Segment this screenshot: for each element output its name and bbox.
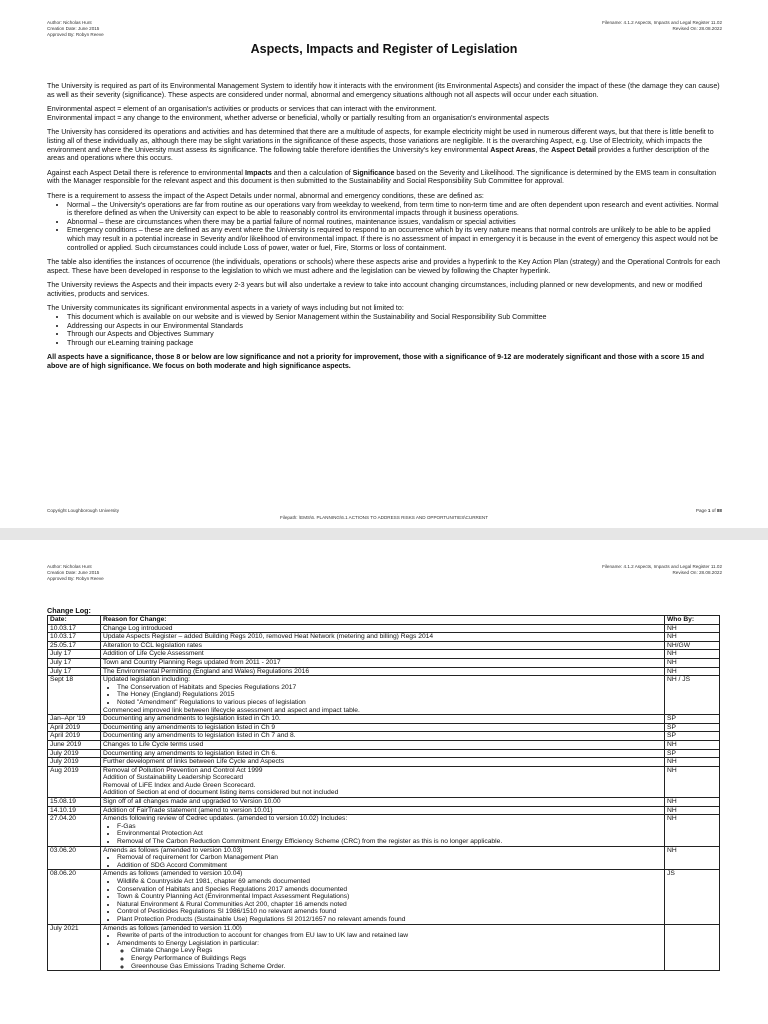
approved-by-line: Approved By: Robyn Reeve <box>47 576 104 581</box>
list-item: ◦ Greenhouse Gas Emissions Trading Scheme Order. <box>131 963 662 971</box>
filename-line: Filename: 4.1.2 Aspects, Impacts and Legal Register 11.02 <box>602 564 722 569</box>
table-row <box>48 650 720 659</box>
reason-bullets <box>103 878 662 924</box>
cell-who: NH <box>665 658 720 667</box>
list-item: • Noted "Amendment" Regulations to various pieces of legislation <box>117 699 662 707</box>
page-2 <box>0 540 768 1024</box>
list-item: • Through our eLearning training package <box>67 339 721 348</box>
cell-who: NH <box>665 806 720 815</box>
cell-who: NH <box>665 798 720 807</box>
cell-reason <box>101 846 665 870</box>
cell-who: NH <box>665 667 720 676</box>
table-row <box>48 806 720 815</box>
reason-line: Change Log introduced <box>103 624 173 632</box>
cell-who: JS <box>665 870 720 924</box>
cell-date: Sept 18 <box>48 676 101 715</box>
author-line: Author: Nicholas Hunt <box>47 564 92 569</box>
list-item: • Amendments to Energy Legislation in particular: ◦ Climate Change Levy Regs ◦ Energy Performance of Buildings Regs ◦ Greenhouse Gas Emissions Trading Scheme Order. <box>117 940 662 970</box>
table-row <box>48 815 720 846</box>
cell-who: SP <box>665 749 720 758</box>
reason-line: Amends as follows (amended to version 11.00) <box>103 924 242 932</box>
table-row <box>48 676 720 715</box>
changelog-title: Change Log: <box>47 606 91 615</box>
list-item: • Addressing our Aspects in our Environmental Standards <box>67 322 721 331</box>
cell-who: NH <box>665 650 720 659</box>
reason-bullets <box>103 932 662 970</box>
cell-reason <box>101 667 665 676</box>
page-separator <box>0 528 768 540</box>
cell-date: Aug 2019 <box>48 766 101 797</box>
cell-date: 10.03.17 <box>48 633 101 642</box>
table-row <box>48 667 720 676</box>
reason-bullets <box>103 823 662 846</box>
cell-date: July 2019 <box>48 749 101 758</box>
cell-date: 15.08.19 <box>48 798 101 807</box>
intro-paragraph: The University is required as part of its Environmental Management System to identify how it interacts with the environment (its Environmental Aspects) and consider the impact of these (the damage they can cause) as well as their severity (significance). These aspects are considered under normal, abnormal and emergency situations although not all aspects will occur under each situation. <box>47 82 720 99</box>
list-item: • Removal of requirement for Carbon Management Plan <box>117 854 662 862</box>
cell-date: April 2019 <box>48 723 101 732</box>
communication-list <box>47 313 721 347</box>
cell-who: NH <box>665 758 720 767</box>
changelog-table <box>47 615 720 971</box>
list-item: • This document which is available on our website and is viewed by Senior Management within the Sustainability and Social Responsibility Sub Committee <box>67 313 721 322</box>
cell-who: NH <box>665 624 720 633</box>
cell-reason <box>101 749 665 758</box>
cell-reason <box>101 641 665 650</box>
reason-line: Amends as follows (amended to version 10.03) <box>103 846 243 854</box>
column-header-who: Who By: <box>665 616 720 625</box>
table-row <box>48 870 720 924</box>
reason-line: Documenting any amendments to legislation listed in Ch 9 <box>103 723 276 731</box>
table-row <box>48 749 720 758</box>
list-item: ◦ Energy Performance of Buildings Regs <box>131 955 662 963</box>
reason-line: Amends as follows (amended to version 10.04) <box>103 870 243 878</box>
cell-reason <box>101 924 665 971</box>
cell-reason <box>101 766 665 797</box>
cell-date: 14.10.19 <box>48 806 101 815</box>
list-item: • Emergency conditions – these are defined as any event where the University is required to respond to an occurrence which by its very nature means that normal controls are unlikely to be able to be applied which may result in a potential increase in Severity and/or likelihood of environmental impact. If there is no assessment of impact in emergency it is because in the event of emergency this aspect would not be controlled or applied. Such circumstances could include Loss of power, water or fuel, Fire, Storms or loss of containment. <box>67 226 721 252</box>
table-row <box>48 740 720 749</box>
list-item: • Wildlife & Countryside Act 1981, chapter 69 amends documented <box>117 878 662 886</box>
reason-line: Update Aspects Register – added Building Regs 2010, removed Heat Network (metering and billing) Regs 2014 <box>103 633 434 641</box>
footer-filepath: Filepath: \EMS\6. PLANNING\6.1 ACTIONS TO ADDRESS RISKS AND OPPORTUNITIES\CURRENT <box>279 515 489 520</box>
cell-date: 25.05.17 <box>48 641 101 650</box>
reason-line: Addition of Section at end of document listing items considered but not included <box>103 789 339 797</box>
cell-date: Jan–Apr '19 <box>48 715 101 724</box>
document-body <box>47 82 721 377</box>
table-row <box>48 758 720 767</box>
list-item: • Natural Environment & Rural Communities Act 200, chapter 16 amends noted <box>117 901 662 909</box>
table-row <box>48 624 720 633</box>
cell-date: April 2019 <box>48 732 101 741</box>
cell-reason <box>101 758 665 767</box>
cell-who <box>665 924 720 971</box>
cell-reason <box>101 798 665 807</box>
reason-line: Amends following review of Cedrec updates. (amended to version 10.02) Includes: <box>103 815 348 823</box>
table-row <box>48 715 720 724</box>
review-paragraph: The University reviews the Aspects and their impacts every 2-3 years but will also undertake a review to take into account changing circumstances, including planned or new developments, and new or modified activities, products and services. <box>47 281 703 298</box>
approved-by-line: Approved By: Robyn Reeve <box>47 32 104 37</box>
changelog-rows <box>48 624 720 971</box>
reason-line: Changes to Life Cycle terms used <box>103 740 204 748</box>
cell-who: NH <box>665 633 720 642</box>
table-row <box>48 732 720 741</box>
occurrence-paragraph: The table also identifies the instances of occurrence (the individuals, operations or schools) where these aspects arise and provides a hyperlink to the Key Action Plan (strategy) and the Operational Controls for each aspect. These have been developed in response to the legislation to which we must adhere and the legislation can be viewed by following the Chapter hyperlink. <box>47 258 721 275</box>
reason-line: Updated legislation including: <box>103 676 190 684</box>
reason-line: Commenced improved link between lifecycle assessment and aspect and impact table. <box>103 706 360 714</box>
cell-reason <box>101 870 665 924</box>
page-title: Aspects, Impacts and Register of Legislation <box>250 42 518 56</box>
table-row <box>48 633 720 642</box>
reason-line: Addition of FairTrade statement (amend to version 10.01) <box>103 806 273 814</box>
aspect-areas-paragraph: The University has considered its operations and activities and has determined that there are a multitude of aspects, for example electricity might be used in numerous different ways, but that there is little benefit to listing all of these individually as, although there may be slight variations in the significance of these aspects, those variations are negligible. It is the overarching Aspect, e.g. Use of Electricity, which impacts the environment and where the University must assess its significance. The following table therefore identifies the University's key environmental Aspect Areas, the Aspect Detail provides a further description of the areas and operations where this occurs. <box>47 128 714 163</box>
cell-reason <box>101 732 665 741</box>
conditions-list <box>47 201 721 253</box>
list-item: • Addition of SDG Accord Commitment <box>117 862 662 870</box>
definitions <box>47 105 721 122</box>
reason-line: Documenting any amendments to legislation listed in Ch 7 and 8. <box>103 732 296 740</box>
cell-date: July 17 <box>48 667 101 676</box>
reason-bullets <box>103 684 662 707</box>
list-item: • Conservation of Habitats and Species Regulations 2017 amends documented <box>117 886 662 894</box>
cell-date: July 17 <box>48 658 101 667</box>
cell-date: July 17 <box>48 650 101 659</box>
communication-intro: The University communicates its significant environmental aspects in a variety of ways including but not limited to: <box>47 304 404 313</box>
revised-on-line: Revised On: 28.08.2022 <box>672 26 722 31</box>
cell-reason <box>101 723 665 732</box>
reason-line: Alteration to CCL legislation rates <box>103 641 202 649</box>
reason-line: The Environmental Permitting (England and Wales) Regulations 2016 <box>103 667 310 675</box>
table-header-row <box>48 616 720 625</box>
cell-reason <box>101 633 665 642</box>
table-row <box>48 846 720 870</box>
reason-line: Further development of links between Life Cycle and Aspects <box>103 758 285 766</box>
header-meta-right <box>602 20 722 32</box>
cell-who: SP <box>665 715 720 724</box>
significance-paragraph: Against each Aspect Detail there is reference to environmental Impacts and then a calculation of Significance based on the Severity and Likelihood. The significance is determined by the EMS team in consultation with the Manager responsible for the relevant aspect and this document is then submitted to the Sustainability and Social Responsibility Sub Committee for approval. <box>47 168 717 186</box>
cell-reason <box>101 806 665 815</box>
column-header-date: Date: <box>48 616 101 625</box>
cell-who: SP <box>665 732 720 741</box>
reason-line: Documenting any amendments to legislation listed in Ch 6. <box>103 749 277 757</box>
list-item: • Environmental Protection Act <box>117 830 662 838</box>
table-row <box>48 798 720 807</box>
cell-who: NH <box>665 846 720 870</box>
cell-reason <box>101 815 665 846</box>
cell-who: NH <box>665 740 720 749</box>
table-row <box>48 658 720 667</box>
header-meta-right <box>602 564 722 576</box>
reason-bullets <box>103 854 662 869</box>
author-line: Author: Nicholas Hunt <box>47 20 92 25</box>
definition-impact: Environmental impact = any change to the environment, whether adverse or beneficial, wholly or partially resulting from an organisation's environmental aspects <box>47 113 549 122</box>
cell-date: 08.06.20 <box>48 870 101 924</box>
reason-subbullets <box>117 947 662 970</box>
cell-reason <box>101 650 665 659</box>
list-item: • Normal – the University's operations are far from routine as our operations vary from weekday to weekend, from term time to non-term time and are often dependent upon research and event activities. Normal is therefore defined as when the University can expect to be able to reasonably control its environmental impacts through it business operations. <box>67 201 721 218</box>
cell-who: SP <box>665 723 720 732</box>
cell-date: 03.06.20 <box>48 846 101 870</box>
reason-line: Documenting any amendments to legislation listed in Ch 10. <box>103 715 281 723</box>
reason-line: Addition of Life Cycle Assessment <box>103 650 204 658</box>
header-meta-left <box>47 20 104 38</box>
list-item: • Rewrite of parts of the introduction to account for changes from EU law to UK law and retained law <box>117 932 662 940</box>
list-item: • Town & Country Planning Act (Environmental Impact Assessment Regulations) <box>117 893 662 901</box>
cell-who: NH <box>665 766 720 797</box>
creation-date-line: Creation Date: June 2015 <box>47 570 100 575</box>
filename-line: Filename: 4.1.2 Aspects, Impacts and Legal Register 11.02 <box>602 20 722 25</box>
table-row <box>48 641 720 650</box>
list-item: • Control of Pesticides Regulations SI 1986/1510 no relevant amends found <box>117 908 662 916</box>
cell-date: June 2019 <box>48 740 101 749</box>
conditions-intro: There is a requirement to assess the impact of the Aspect Details under normal, abnormal and emergency conditions, these are defined as: <box>47 191 484 200</box>
cell-reason <box>101 624 665 633</box>
cell-who: NH/GW <box>665 641 720 650</box>
cell-reason <box>101 658 665 667</box>
cell-reason <box>101 676 665 715</box>
reason-line: Sign off of all changes made and upgraded to Version 10.00 <box>103 798 281 806</box>
definition-aspect: Environmental aspect = element of an organisation's activities or products or services that can interact with the environment. <box>47 105 437 114</box>
cell-date: July 2019 <box>48 758 101 767</box>
reason-line: Addition of Sustainability Leadership Scorecard <box>103 774 244 782</box>
reason-line: Town and Country Planning Regs updated from 2011 - 2017 <box>103 658 281 666</box>
cell-date: 10.03.17 <box>48 624 101 633</box>
list-item: ◦ Climate Change Levy Regs <box>131 947 662 955</box>
creation-date-line: Creation Date: June 2015 <box>47 26 100 31</box>
table-row <box>48 766 720 797</box>
list-item: • Removal of The Carbon Reduction Commitment Energy Efficiency Scheme (CRC) from the register as this is no longer applicable. <box>117 838 662 846</box>
cell-who: NH / JS <box>665 676 720 715</box>
revised-on-line: Revised On: 28.08.2022 <box>672 570 722 575</box>
cell-reason <box>101 715 665 724</box>
list-item: • The Honey (England) Regulations 2015 <box>117 691 662 699</box>
footer-page-number: Page 1 of 88 <box>695 508 722 513</box>
reason-line: Removal of Pollution Prevention and Control Act 1999 <box>103 766 263 774</box>
cell-reason <box>101 740 665 749</box>
list-item: • The Conservation of Habitats and Species Regulations 2017 <box>117 684 662 692</box>
list-item: • Plant Protection Products (Sustainable Use) Regulations SI 2012/1657 no relevant amends found <box>117 916 662 924</box>
header-meta-left <box>47 564 104 582</box>
cell-who: NH <box>665 815 720 846</box>
list-item: • F-Gas <box>117 823 662 831</box>
cell-date: July 2021 <box>48 924 101 971</box>
cell-date: 27.04.20 <box>48 815 101 846</box>
table-row <box>48 723 720 732</box>
footer-copyright: Copyright Loughborough University <box>47 508 120 513</box>
column-header-reason: Reason for Change: <box>101 616 665 625</box>
reason-line: Removal of LiFE Index and Aude Green Scorecard. <box>103 781 256 789</box>
list-item: • Through our Aspects and Objectives Summary <box>67 330 721 339</box>
table-row <box>48 924 720 971</box>
list-item: • Abnormal – these are circumstances when there may be a partial failure of normal routines, maintenance issues, vandalism or special activities <box>67 218 721 227</box>
significance-statement: All aspects have a significance, those 8 or below are low significance and not a priority for improvement, those with a significance of 9-12 are moderately significant and those with a score 15 and above are of high significance. We focus on both moderate and high significance aspects. <box>47 353 705 371</box>
